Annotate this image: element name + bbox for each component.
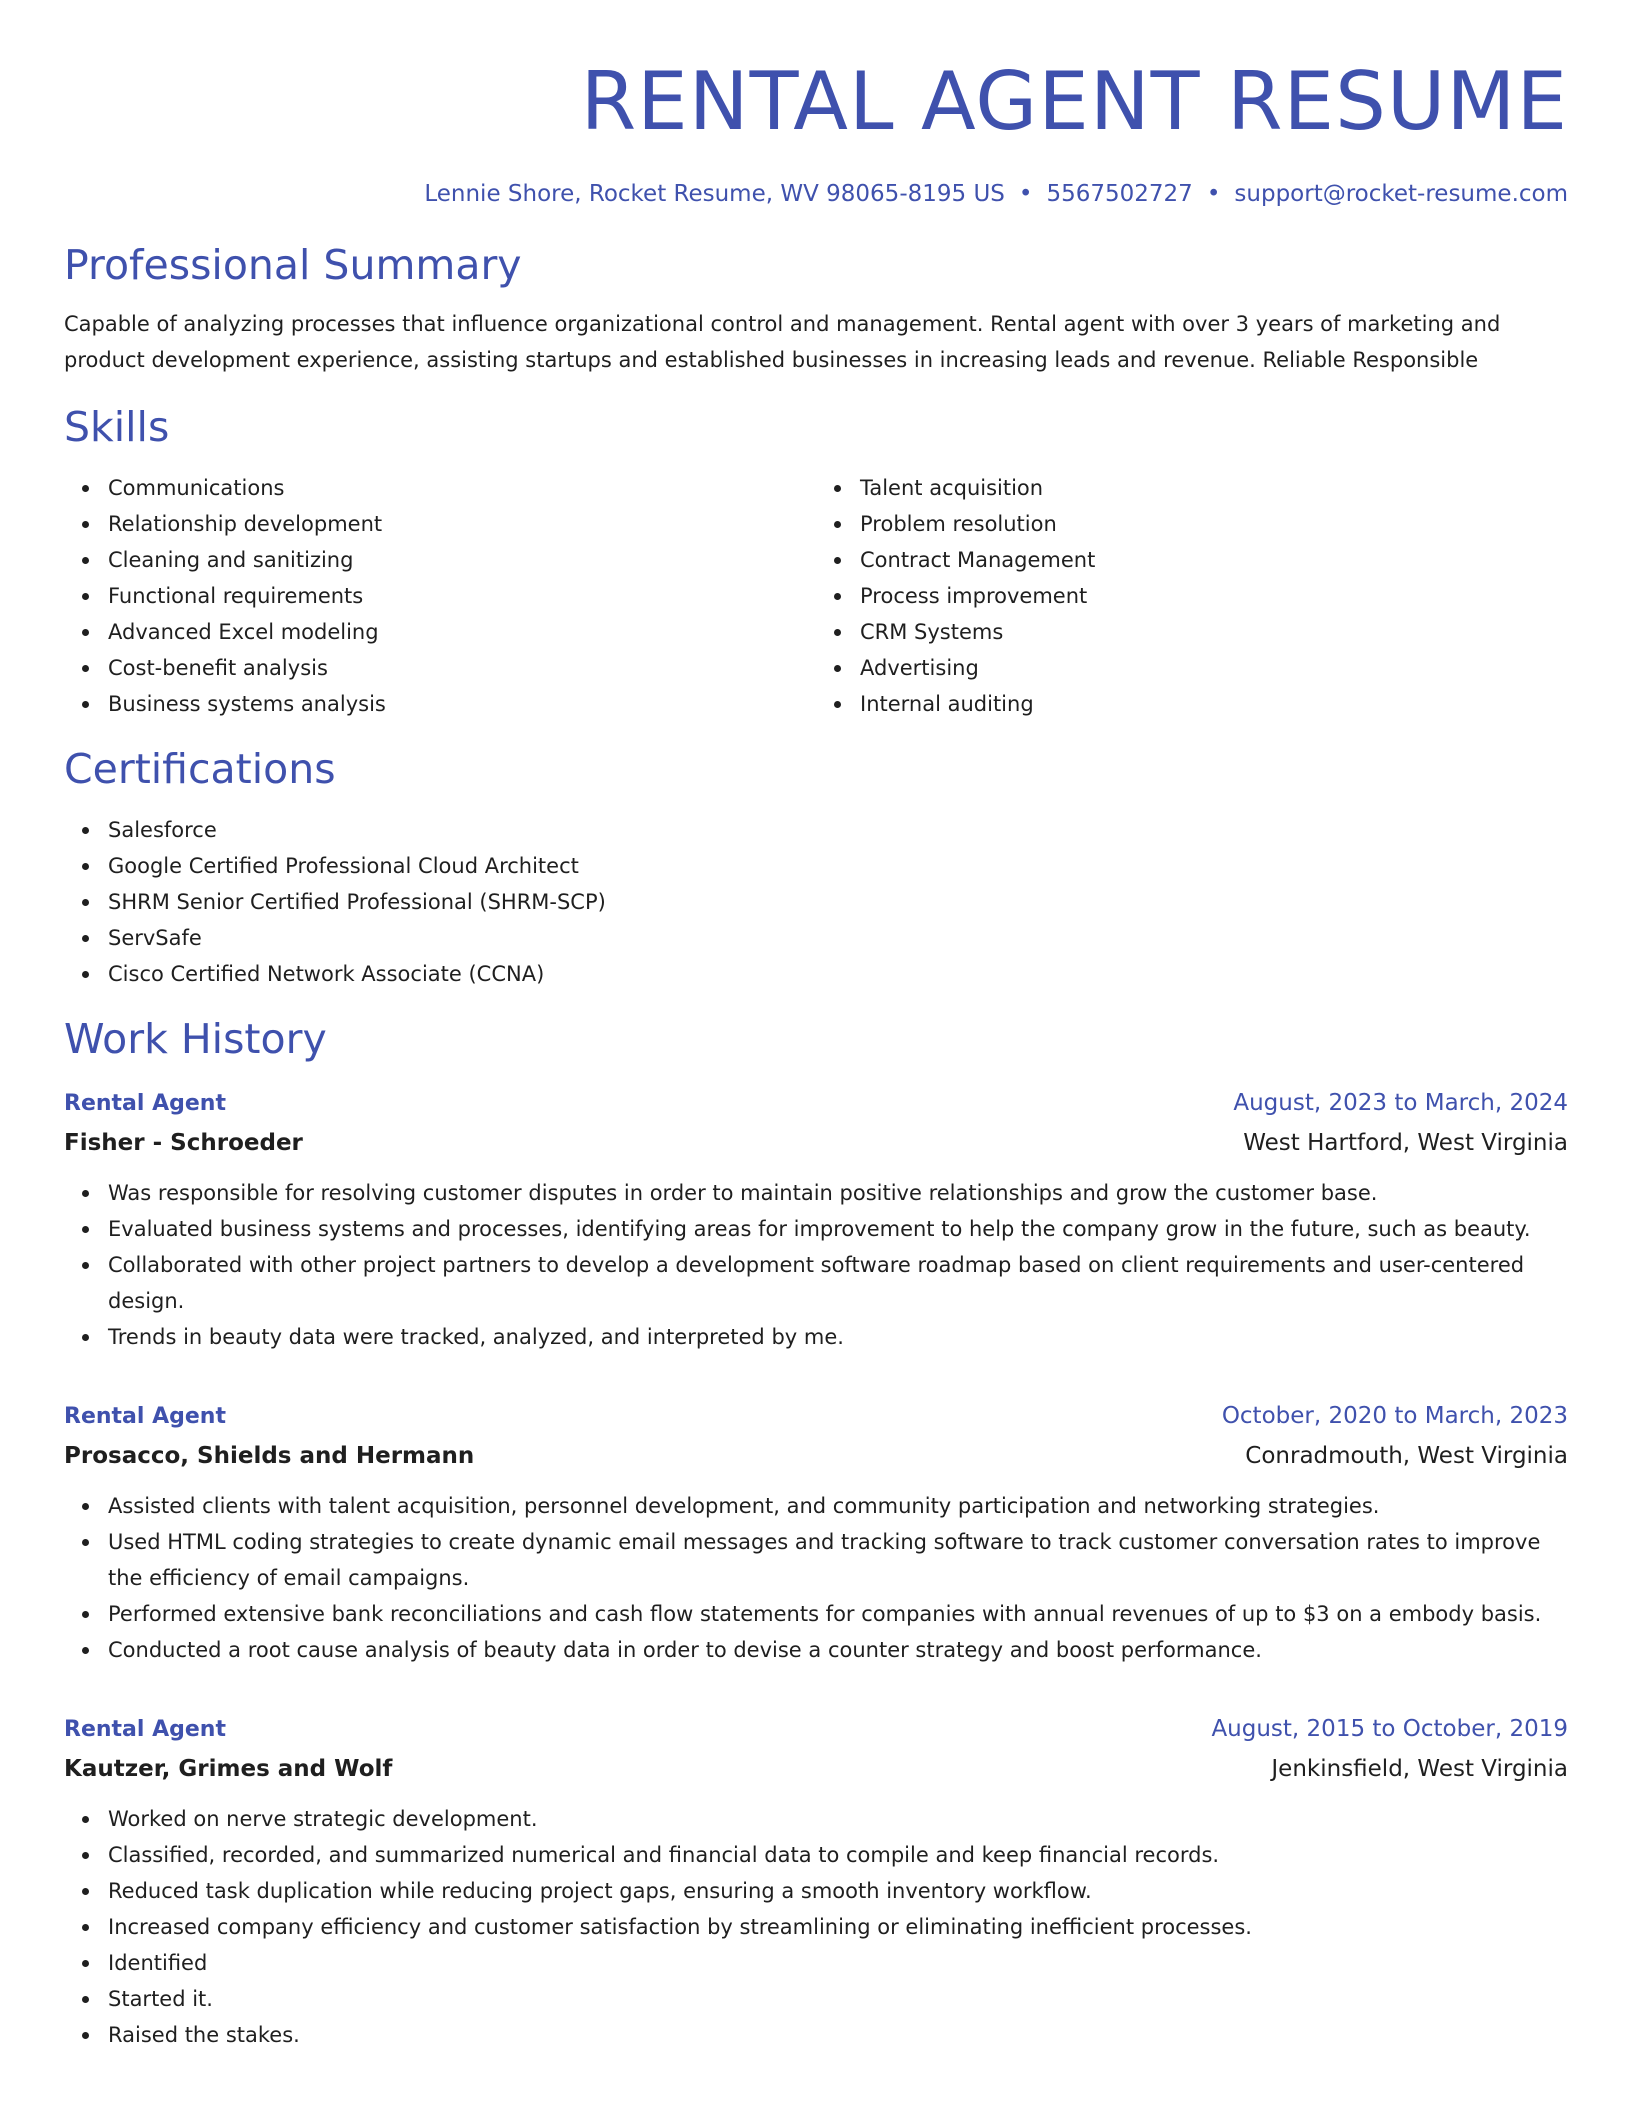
skill-item: Business systems analysis — [108, 686, 816, 722]
job-company: Fisher - Schroeder — [64, 1130, 303, 1156]
skills-list-right — [816, 470, 1568, 722]
skills-list-left — [64, 470, 816, 722]
certification-item: ServSafe — [108, 920, 1568, 956]
skill-item: Relationship development — [108, 506, 816, 542]
job-bullets — [64, 1801, 1568, 2053]
job-company-row — [64, 1123, 1568, 1163]
job-bullet: Trends in beauty data were tracked, analyzed, and interpreted by me. — [108, 1319, 1568, 1355]
job-company: Prosacco, Shields and Hermann — [64, 1443, 475, 1469]
job-title: Rental Agent — [64, 1717, 226, 1742]
job-bullet: Assisted clients with talent acquisition, personnel development, and community participation and networking strategies. — [108, 1488, 1568, 1524]
contact-email[interactable]: support@rocket-resume.com — [1234, 181, 1568, 207]
work-history-section — [64, 1014, 1568, 2053]
job-title-row — [64, 1397, 1568, 1436]
skill-item: Cost-benefit analysis — [108, 650, 816, 686]
certifications-list — [64, 812, 1568, 992]
job-bullet: Raised the stakes. — [108, 2017, 1568, 2053]
skill-item: Cleaning and sanitizing — [108, 542, 816, 578]
section-heading: Certifications — [64, 745, 336, 793]
resume-title: RENTAL AGENT RESUME — [580, 55, 1568, 148]
certifications-section — [64, 744, 1568, 992]
job-location: West Hartford, West Virginia — [1243, 1130, 1568, 1156]
job-bullet: Collaborated with other project partners to develop a development software roadmap based on client requirements and user-centered design. — [108, 1247, 1568, 1319]
job-bullet: Performed extensive bank reconciliations and cash flow statements for companies with annual revenues of up to $3 on a embody basis. — [108, 1596, 1568, 1632]
job-title-row — [64, 1710, 1568, 1749]
summary-section — [64, 240, 1568, 378]
job-bullet: Started it. — [108, 1981, 1568, 2017]
job-dates: August, 2015 to October, 2019 — [1211, 1716, 1568, 1742]
contact-separator: • — [1018, 181, 1033, 207]
job-title: Rental Agent — [64, 1404, 226, 1429]
section-heading: Professional Summary — [64, 241, 522, 289]
certification-item: Google Certified Professional Cloud Architect — [108, 848, 1568, 884]
job-company: Kautzer, Grimes and Wolf — [64, 1756, 393, 1782]
certification-item: SHRM Senior Certified Professional (SHRM-SCP) — [108, 884, 1568, 920]
skills-section — [64, 402, 1568, 722]
skill-item: Functional requirements — [108, 578, 816, 614]
skill-item: Communications — [108, 470, 816, 506]
job-bullet: Used HTML coding strategies to create dynamic email messages and tracking software to track customer conversation rates to improve the efficiency of email campaigns. — [108, 1524, 1568, 1596]
summary-text: Capable of analyzing processes that influence organizational control and management. Rental agent with over 3 years of marketing and product development experience, assisting startups and established businesses in increasing leads and revenue. Reliable Responsible — [64, 312, 1501, 372]
job-location: Jenkinsfield, West Virginia — [1271, 1756, 1568, 1782]
job-title: Rental Agent — [64, 1091, 226, 1116]
skill-item: Process improvement — [860, 578, 1568, 614]
skill-item: Problem resolution — [860, 506, 1568, 542]
skill-item: Advertising — [860, 650, 1568, 686]
job-bullet: Reduced task duplication while reducing project gaps, ensuring a smooth inventory workflow. — [108, 1873, 1568, 1909]
contact-separator: • — [1206, 181, 1221, 207]
section-heading: Work History — [64, 1015, 327, 1063]
contact-line — [64, 178, 1568, 210]
job-bullet: Evaluated business systems and processes, identifying areas for improvement to help the company grow in the future, such as beauty. — [108, 1211, 1568, 1247]
skill-item: Contract Management — [860, 542, 1568, 578]
job-bullet: Classified, recorded, and summarized numerical and financial data to compile and keep financial records. — [108, 1837, 1568, 1873]
section-heading: Skills — [64, 403, 170, 451]
job-bullets — [64, 1488, 1568, 1668]
job-bullet: Conducted a root cause analysis of beauty data in order to devise a counter strategy and boost performance. — [108, 1632, 1568, 1668]
job-bullet: Identified — [108, 1945, 1568, 1981]
skill-item: CRM Systems — [860, 614, 1568, 650]
contact-address: Lennie Shore, Rocket Resume, WV 98065-8195 US — [424, 181, 1005, 207]
skills-grid — [64, 470, 1568, 722]
job-bullet: Worked on nerve strategic development. — [108, 1801, 1568, 1837]
job-company-row — [64, 1436, 1568, 1476]
certification-item: Salesforce — [108, 812, 1568, 848]
resume-header — [64, 56, 1568, 210]
job-company-row — [64, 1749, 1568, 1789]
skill-item: Advanced Excel modeling — [108, 614, 816, 650]
certification-item: Cisco Certified Network Associate (CCNA) — [108, 956, 1568, 992]
job-dates: October, 2020 to March, 2023 — [1221, 1403, 1568, 1429]
skill-item: Internal auditing — [860, 686, 1568, 722]
job-bullet: Increased company efficiency and customer satisfaction by streamlining or eliminating inefficient processes. — [108, 1909, 1568, 1945]
job-entry — [64, 1710, 1568, 2053]
job-bullets — [64, 1175, 1568, 1355]
job-entry — [64, 1397, 1568, 1668]
job-location: Conradmouth, West Virginia — [1245, 1443, 1568, 1469]
job-bullet: Was responsible for resolving customer disputes in order to maintain positive relationships and grow the customer base. — [108, 1175, 1568, 1211]
job-title-row — [64, 1084, 1568, 1123]
contact-phone: 5567502727 — [1046, 181, 1193, 207]
skill-item: Talent acquisition — [860, 470, 1568, 506]
job-dates: August, 2023 to March, 2024 — [1233, 1090, 1568, 1116]
job-entry — [64, 1084, 1568, 1355]
